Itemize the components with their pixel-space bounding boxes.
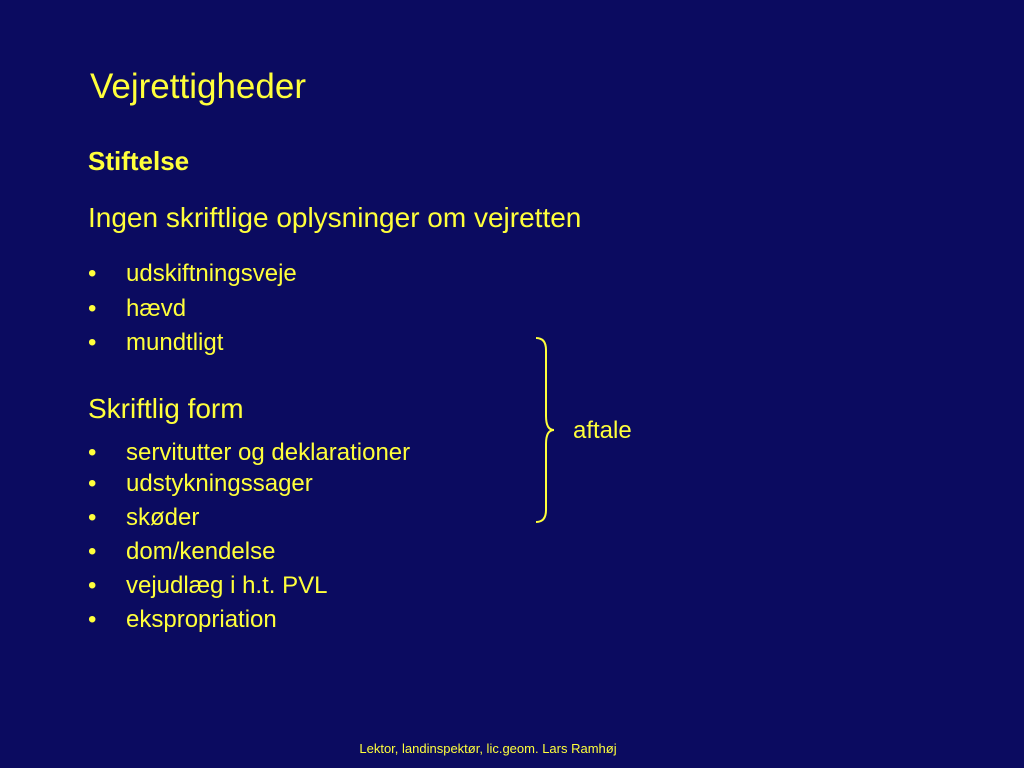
bullet-text: skøder [126,504,200,531]
bullet-item [88,439,410,467]
subheading-no-written-info: Ingen skriftlige oplysninger om vejretten [88,202,582,233]
bullet-symbol: • [88,260,97,287]
footer [0,741,1024,757]
bullet-item [88,572,327,600]
bullet-text: servitutter og deklarationer [126,439,411,466]
bullet-symbol: • [88,572,97,599]
bullet-item [88,260,297,288]
bullet-text: mundtligt [126,329,224,356]
bullet-item [88,538,275,566]
slide-title: Vejrettigheder [90,67,306,106]
footer-text: Lektor, landinspektør, lic.geom. Lars Ramhøj [359,741,617,756]
right-curly-brace-icon [528,336,568,524]
bullet-symbol: • [88,538,97,565]
section-heading-stiftelse: Stiftelse [88,146,190,176]
subheading-written-form: Skriftlig form [88,393,244,424]
bullet-text: udskiftningsveje [126,260,297,287]
bullet-item [88,295,186,323]
bullet-text: ekspropriation [126,606,277,633]
brace-label-aftale: aftale [573,417,632,444]
bullet-symbol: • [88,439,97,466]
bullet-item [88,470,313,498]
bullet-text: dom/kendelse [126,538,276,565]
bullet-item [88,504,199,532]
bullet-symbol: • [88,606,97,633]
bullet-item [88,329,223,357]
bullet-text: hævd [126,295,187,322]
bullet-symbol: • [88,504,97,531]
bullet-symbol: • [88,470,97,497]
bullet-item [88,606,277,634]
bullet-text: vejudlæg i h.t. PVL [126,572,328,599]
bullet-text: udstykningssager [126,470,313,497]
bullet-symbol: • [88,329,97,356]
bullet-symbol: • [88,295,97,322]
